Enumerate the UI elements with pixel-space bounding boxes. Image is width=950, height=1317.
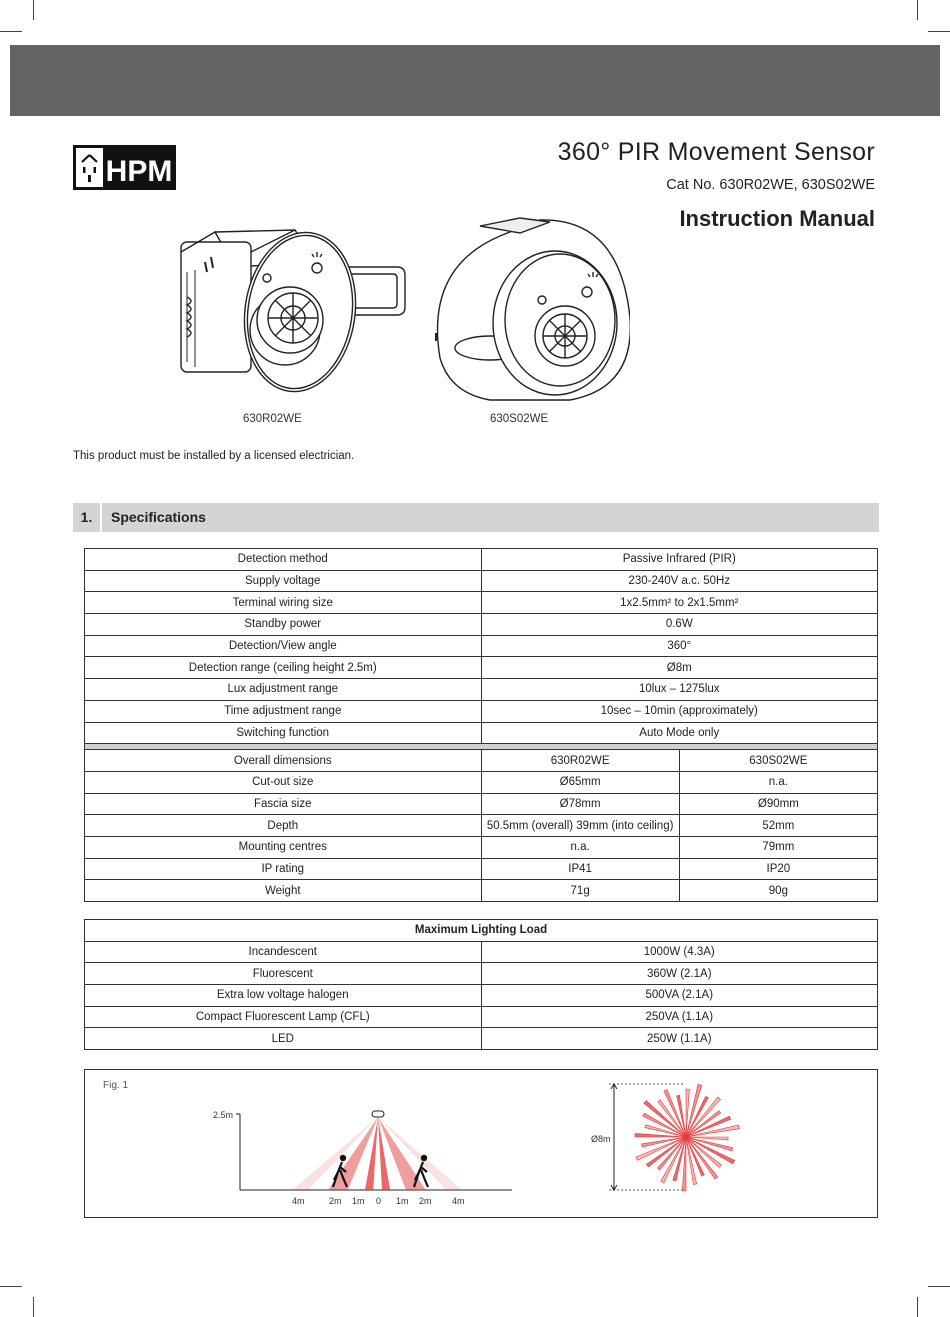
dim-value-a: Ø65mm — [481, 771, 679, 793]
dim-value-b: IP20 — [679, 858, 877, 880]
table-row — [85, 635, 878, 657]
x-tick: 4m — [292, 1196, 305, 1206]
specifications-table — [84, 548, 878, 902]
dim-value-a: n.a. — [481, 836, 679, 858]
dim-value-a: 630R02WE — [481, 750, 679, 772]
section-number: 1. — [73, 503, 102, 532]
table-header-row — [85, 920, 878, 942]
spec-label: Supply voltage — [85, 570, 482, 592]
spec-label: Time adjustment range — [85, 700, 482, 722]
detection-beam — [378, 1117, 462, 1190]
dim-label: Weight — [85, 880, 482, 902]
top-detection-diagram — [600, 1080, 750, 1195]
diameter-label: Ø8m — [591, 1134, 611, 1144]
x-tick: 2m — [329, 1196, 342, 1206]
crop-mark — [928, 31, 950, 32]
manual-heading: Instruction Manual — [679, 206, 875, 231]
header-band — [10, 45, 940, 116]
table-row — [85, 614, 878, 636]
table-row — [85, 771, 878, 793]
table-row — [85, 941, 878, 963]
spec-value: 230-240V a.c. 50Hz — [481, 570, 878, 592]
crop-mark — [917, 0, 918, 20]
spec-label: Terminal wiring size — [85, 592, 482, 614]
spec-value: 1x2.5mm² to 2x1.5mm² — [481, 592, 878, 614]
table-row — [85, 549, 878, 571]
dim-label: Overall dimensions — [85, 750, 482, 772]
x-tick: 1m — [352, 1196, 365, 1206]
x-tick: 0 — [376, 1196, 382, 1206]
dim-label: Mounting centres — [85, 836, 482, 858]
crop-mark — [33, 1297, 34, 1317]
crop-mark — [0, 31, 22, 32]
spec-label: Lux adjustment range — [85, 679, 482, 701]
crop-mark — [0, 1286, 22, 1287]
load-label: Incandescent — [85, 941, 482, 963]
lighting-load-table — [84, 919, 878, 1050]
load-label: LED — [85, 1028, 482, 1050]
product-image-630s02we — [430, 208, 630, 408]
load-value: 500VA (2.1A) — [481, 985, 878, 1007]
dim-value-b: n.a. — [679, 771, 877, 793]
spec-label: Switching function — [85, 722, 482, 744]
table-row — [85, 963, 878, 985]
figure-label: Fig. 1 — [103, 1080, 129, 1091]
table-row — [85, 592, 878, 614]
dim-value-b: 52mm — [679, 815, 877, 837]
load-value: 360W (2.1A) — [481, 963, 878, 985]
table-row — [85, 570, 878, 592]
spec-value: 10sec – 10min (approximately) — [481, 700, 878, 722]
section-title: Specifications — [111, 509, 206, 525]
table-row — [85, 750, 878, 772]
table-row — [85, 880, 878, 902]
spec-label: Detection/View angle — [85, 635, 482, 657]
load-value: 250W (1.1A) — [481, 1028, 878, 1050]
x-tick: 2m — [419, 1196, 432, 1206]
installation-notice: This product must be installed by a licensed electrician. — [73, 450, 355, 462]
dim-label: IP rating — [85, 858, 482, 880]
load-label: Extra low voltage halogen — [85, 985, 482, 1007]
dim-label: Depth — [85, 815, 482, 837]
load-label: Compact Fluorescent Lamp (CFL) — [85, 1006, 482, 1028]
table-row — [85, 836, 878, 858]
dim-value-a: IP41 — [481, 858, 679, 880]
product-image-630r02we — [175, 212, 415, 402]
table-row — [85, 700, 878, 722]
table-title: Maximum Lighting Load — [85, 920, 878, 942]
spec-label: Detection range (ceiling height 2.5m) — [85, 657, 482, 679]
spec-value: 10lux – 1275lux — [481, 679, 878, 701]
dim-value-b: 630S02WE — [679, 750, 877, 772]
spec-label: Detection method — [85, 549, 482, 571]
spec-value: Ø8m — [481, 657, 878, 679]
svg-text:HPM: HPM — [105, 155, 173, 188]
table-row — [85, 722, 878, 744]
x-tick: 1m — [396, 1196, 409, 1206]
table-row — [85, 1028, 878, 1050]
dim-value-b: 79mm — [679, 836, 877, 858]
load-value: 1000W (4.3A) — [481, 941, 878, 963]
dim-label: Cut-out size — [85, 771, 482, 793]
spec-value: 360° — [481, 635, 878, 657]
product-caption: 630S02WE — [490, 413, 549, 425]
table-row — [85, 657, 878, 679]
load-value: 250VA (1.1A) — [481, 1006, 878, 1028]
crop-mark — [917, 1297, 918, 1317]
table-row — [85, 985, 878, 1007]
table-row — [85, 1006, 878, 1028]
product-caption: 630R02WE — [243, 413, 302, 425]
table-row — [85, 679, 878, 701]
catalog-number: Cat No. 630R02WE, 630S02WE — [666, 177, 875, 193]
dim-value-a: Ø78mm — [481, 793, 679, 815]
spec-value: Auto Mode only — [481, 722, 878, 744]
table-row — [85, 793, 878, 815]
crop-mark — [33, 0, 34, 20]
spec-value: 0.6W — [481, 614, 878, 636]
table-row — [85, 815, 878, 837]
spec-value: Passive Infrared (PIR) — [481, 549, 878, 571]
dim-value-b: 90g — [679, 880, 877, 902]
dim-value-b: Ø90mm — [679, 793, 877, 815]
document-title: 360° PIR Movement Sensor — [557, 138, 875, 166]
table-row — [85, 858, 878, 880]
crop-mark — [928, 1286, 950, 1287]
height-label: 2.5m — [213, 1110, 234, 1120]
detection-zone-ray — [686, 1137, 735, 1164]
side-detection-diagram — [200, 1100, 520, 1200]
load-label: Fluorescent — [85, 963, 482, 985]
spec-label: Standby power — [85, 614, 482, 636]
hpm-logo — [73, 145, 176, 190]
x-tick: 4m — [452, 1196, 465, 1206]
dim-value-a: 50.5mm (overall) 39mm (into ceiling) — [481, 815, 679, 837]
detection-zone-ray — [686, 1096, 708, 1137]
dim-value-a: 71g — [481, 880, 679, 902]
dim-label: Fascia size — [85, 793, 482, 815]
